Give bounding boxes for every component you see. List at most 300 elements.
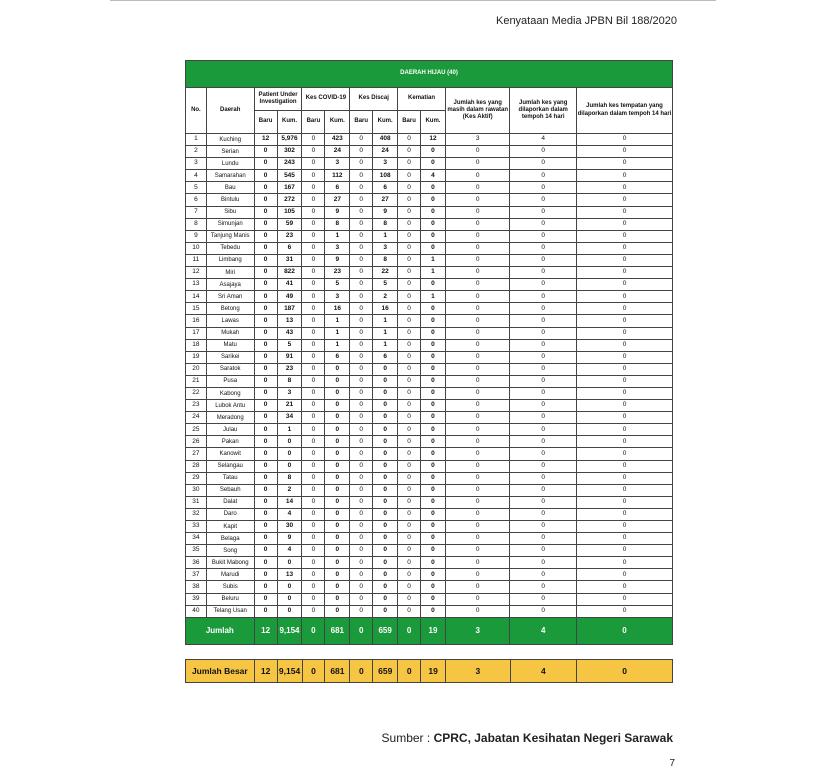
row-number: 3 — [186, 158, 207, 170]
jumlah-cell: 0 — [577, 617, 673, 644]
jumlah-row — [186, 617, 673, 644]
table-cell: 0 — [445, 375, 509, 387]
table-cell: 0 — [445, 170, 509, 182]
row-number: 33 — [186, 521, 207, 533]
district-name: Bintulu — [206, 194, 254, 206]
table-cell: 0 — [421, 242, 446, 254]
table-cell: 0 — [577, 158, 673, 170]
col-kes-aktif: Jumlah kes yang masih dalam rawatan (Kes Aktif) — [445, 88, 509, 134]
table-cell: 112 — [325, 170, 350, 182]
table-cell: 23 — [277, 230, 302, 242]
table-row — [186, 303, 673, 315]
table-cell: 0 — [373, 484, 398, 496]
row-number: 30 — [186, 484, 207, 496]
table-cell: 0 — [421, 460, 446, 472]
table-cell: 0 — [445, 387, 509, 399]
table-cell: 0 — [510, 315, 577, 327]
table-cell: 0 — [398, 303, 421, 315]
subcol-kum: Kum. — [277, 111, 302, 134]
jumlah-besar-cell: 12 — [254, 659, 277, 682]
district-name: Lundu — [206, 158, 254, 170]
table-cell: 0 — [398, 218, 421, 230]
table-cell: 0 — [350, 182, 373, 194]
table-cell: 0 — [254, 508, 277, 520]
table-row — [186, 218, 673, 230]
table-cell: 0 — [254, 581, 277, 593]
table-cell: 0 — [445, 158, 509, 170]
table-cell: 0 — [302, 545, 325, 557]
table-row — [186, 291, 673, 303]
table-cell: 0 — [577, 472, 673, 484]
table-cell: 0 — [302, 146, 325, 158]
table-cell: 0 — [577, 545, 673, 557]
table-cell: 0 — [577, 605, 673, 617]
table-row — [186, 400, 673, 412]
table-cell: 0 — [254, 158, 277, 170]
table-cell: 0 — [577, 363, 673, 375]
table-cell: 0 — [445, 521, 509, 533]
table-cell: 0 — [421, 400, 446, 412]
table-cell: 0 — [577, 218, 673, 230]
table-cell: 0 — [398, 351, 421, 363]
table-cell: 9 — [325, 254, 350, 266]
table-cell: 0 — [254, 436, 277, 448]
table-cell: 0 — [445, 472, 509, 484]
jumlah-label: Jumlah — [186, 617, 255, 644]
subcol-baru: Baru — [398, 111, 421, 134]
table-cell: 0 — [445, 424, 509, 436]
table-cell: 0 — [398, 496, 421, 508]
table-cell: 9 — [277, 533, 302, 545]
table-cell: 0 — [277, 448, 302, 460]
table-cell: 0 — [510, 400, 577, 412]
jumlah-cell: 0 — [350, 617, 373, 644]
table-cell: 1 — [325, 230, 350, 242]
table-cell: 6 — [325, 351, 350, 363]
table-row — [186, 134, 673, 146]
district-name: Kapit — [206, 521, 254, 533]
table-cell: 0 — [510, 460, 577, 472]
table-cell: 0 — [510, 448, 577, 460]
table-cell: 0 — [325, 593, 350, 605]
table-cell: 0 — [350, 448, 373, 460]
row-number: 18 — [186, 339, 207, 351]
table-cell: 0 — [277, 557, 302, 569]
table-cell: 0 — [510, 569, 577, 581]
table-cell: 0 — [350, 472, 373, 484]
row-number: 15 — [186, 303, 207, 315]
subcol-baru: Baru — [254, 111, 277, 134]
table-cell: 0 — [302, 436, 325, 448]
top-rule — [110, 0, 716, 1]
col-kematian: Kematian — [398, 88, 446, 111]
table-row — [186, 254, 673, 266]
jumlah-besar-label: Jumlah Besar — [186, 659, 255, 682]
table-cell: 105 — [277, 206, 302, 218]
jumlah-besar-cell: 9,154 — [277, 659, 302, 682]
district-name: Telang Usan — [206, 605, 254, 617]
table-cell: 0 — [373, 472, 398, 484]
table-row — [186, 230, 673, 242]
table-cell: 0 — [398, 412, 421, 424]
table-cell: 0 — [350, 218, 373, 230]
table-cell: 0 — [350, 242, 373, 254]
table-cell: 5 — [325, 279, 350, 291]
table-cell: 0 — [577, 230, 673, 242]
table-row — [186, 146, 673, 158]
table-cell: 0 — [398, 327, 421, 339]
table-cell: 0 — [302, 363, 325, 375]
table-cell: 0 — [398, 182, 421, 194]
table-cell: 0 — [421, 363, 446, 375]
table-cell: 0 — [421, 484, 446, 496]
row-number: 9 — [186, 230, 207, 242]
table-cell: 0 — [421, 387, 446, 399]
table-cell: 0 — [350, 605, 373, 617]
table-row — [186, 436, 673, 448]
table-cell: 0 — [445, 508, 509, 520]
table-cell: 13 — [277, 315, 302, 327]
table-cell: 0 — [350, 194, 373, 206]
table-cell: 0 — [373, 521, 398, 533]
district-name: Lubok Antu — [206, 400, 254, 412]
table-row — [186, 569, 673, 581]
district-name: Matu — [206, 339, 254, 351]
table-cell: 0 — [510, 545, 577, 557]
district-name: Asajaya — [206, 279, 254, 291]
district-name: Kabong — [206, 387, 254, 399]
table-cell: 0 — [302, 424, 325, 436]
jumlah-cell: 9,154 — [277, 617, 302, 644]
table-cell: 0 — [510, 472, 577, 484]
table-cell: 0 — [577, 521, 673, 533]
table-cell: 3 — [325, 291, 350, 303]
table-cell: 0 — [254, 460, 277, 472]
table-cell: 0 — [577, 387, 673, 399]
table-cell: 0 — [325, 521, 350, 533]
table-cell: 0 — [302, 327, 325, 339]
table-cell: 0 — [302, 496, 325, 508]
row-number: 25 — [186, 424, 207, 436]
table-cell: 0 — [302, 279, 325, 291]
table-cell: 0 — [254, 279, 277, 291]
table-cell: 0 — [445, 605, 509, 617]
table-cell: 91 — [277, 351, 302, 363]
table-cell: 0 — [325, 605, 350, 617]
table-cell: 0 — [398, 279, 421, 291]
table-row — [186, 472, 673, 484]
table-cell: 59 — [277, 218, 302, 230]
table-cell: 0 — [254, 146, 277, 158]
table-cell: 0 — [445, 339, 509, 351]
table-cell: 408 — [373, 134, 398, 146]
table-cell: 0 — [350, 569, 373, 581]
table-cell: 0 — [445, 545, 509, 557]
subcol-kum: Kum. — [421, 111, 446, 134]
table-cell: 0 — [398, 339, 421, 351]
table-cell: 0 — [350, 460, 373, 472]
table-cell: 0 — [421, 146, 446, 158]
table-cell: 0 — [577, 170, 673, 182]
table-cell: 0 — [510, 436, 577, 448]
table-cell: 0 — [398, 436, 421, 448]
district-name: Bukit Mabong — [206, 557, 254, 569]
table-cell: 0 — [398, 521, 421, 533]
table-cell: 0 — [254, 557, 277, 569]
table-cell: 1 — [373, 327, 398, 339]
table-cell: 0 — [302, 242, 325, 254]
jumlah-cell: 659 — [373, 617, 398, 644]
table-cell: 0 — [398, 134, 421, 146]
table-cell: 0 — [421, 581, 446, 593]
table-cell: 0 — [325, 448, 350, 460]
table-cell: 167 — [277, 182, 302, 194]
table-cell: 0 — [398, 557, 421, 569]
table-cell: 0 — [445, 400, 509, 412]
table-cell: 0 — [373, 569, 398, 581]
table-cell: 0 — [421, 375, 446, 387]
row-number: 20 — [186, 363, 207, 375]
table-cell: 0 — [325, 424, 350, 436]
jumlah-cell: 681 — [325, 617, 350, 644]
table-cell: 0 — [445, 254, 509, 266]
table-cell: 41 — [277, 279, 302, 291]
table-cell: 0 — [398, 315, 421, 327]
table-cell: 0 — [577, 448, 673, 460]
district-name: Miri — [206, 267, 254, 279]
row-number: 22 — [186, 387, 207, 399]
row-number: 32 — [186, 508, 207, 520]
table-cell: 22 — [373, 267, 398, 279]
col-dilaporkan: Jumlah kes yang dilaporkan dalam tempoh 14 hari — [510, 88, 577, 134]
table-cell: 0 — [398, 242, 421, 254]
table-row — [186, 412, 673, 424]
table-cell: 0 — [350, 291, 373, 303]
table-cell: 49 — [277, 291, 302, 303]
col-pui: Patient Under Investigation — [254, 88, 302, 111]
table-cell: 0 — [350, 267, 373, 279]
table-row — [186, 484, 673, 496]
table-cell: 30 — [277, 521, 302, 533]
district-name: Daro — [206, 508, 254, 520]
table-cell: 21 — [277, 400, 302, 412]
table-cell: 1 — [325, 327, 350, 339]
table-cell: 0 — [445, 484, 509, 496]
table-cell: 5 — [373, 279, 398, 291]
table-cell: 0 — [254, 170, 277, 182]
table-cell: 0 — [350, 170, 373, 182]
table-cell: 0 — [373, 387, 398, 399]
table-cell: 0 — [510, 230, 577, 242]
table-cell: 0 — [421, 158, 446, 170]
table-cell: 0 — [398, 158, 421, 170]
col-kes-discaj: Kes Discaj — [350, 88, 398, 111]
col-kes-covid: Kes COVID-19 — [302, 88, 350, 111]
table-row — [186, 242, 673, 254]
table-cell: 0 — [302, 448, 325, 460]
table-cell: 0 — [302, 303, 325, 315]
row-number: 38 — [186, 581, 207, 593]
table-cell: 4 — [510, 134, 577, 146]
table-cell: 0 — [325, 508, 350, 520]
jumlah-cell: 3 — [445, 617, 509, 644]
jumlah-besar-cell: 0 — [302, 659, 325, 682]
table-cell: 0 — [398, 170, 421, 182]
table-cell: 0 — [577, 593, 673, 605]
table-cell: 0 — [421, 315, 446, 327]
table-cell: 0 — [510, 218, 577, 230]
table-cell: 0 — [254, 533, 277, 545]
table-cell: 0 — [421, 533, 446, 545]
table-cell: 27 — [373, 194, 398, 206]
table-cell: 0 — [398, 146, 421, 158]
table-cell: 0 — [350, 351, 373, 363]
row-number: 1 — [186, 134, 207, 146]
table-row — [186, 182, 673, 194]
table-cell: 2 — [373, 291, 398, 303]
table-cell: 0 — [302, 533, 325, 545]
table-cell: 0 — [254, 351, 277, 363]
table-cell: 0 — [510, 254, 577, 266]
table-cell: 3 — [325, 158, 350, 170]
district-name: Bau — [206, 182, 254, 194]
table-cell: 0 — [373, 412, 398, 424]
table-cell: 3 — [373, 158, 398, 170]
table-cell: 0 — [510, 170, 577, 182]
table-cell: 0 — [254, 182, 277, 194]
col-tempatan: Jumlah kes tempatan yang dilaporkan dalam tempoh 14 hari — [577, 88, 673, 134]
table-cell: 0 — [510, 375, 577, 387]
table-cell: 0 — [577, 557, 673, 569]
table-cell: 0 — [445, 303, 509, 315]
table-cell: 0 — [373, 363, 398, 375]
table-cell: 0 — [510, 242, 577, 254]
table-cell: 0 — [254, 521, 277, 533]
jumlah-besar-cell: 0 — [398, 659, 421, 682]
table-row — [186, 158, 673, 170]
table-row — [186, 363, 673, 375]
table-cell: 0 — [421, 339, 446, 351]
table-cell: 0 — [510, 279, 577, 291]
table-cell: 0 — [254, 194, 277, 206]
table-cell: 0 — [510, 339, 577, 351]
table-cell: 6 — [325, 182, 350, 194]
table-cell: 0 — [302, 291, 325, 303]
table-cell: 24 — [373, 146, 398, 158]
table-cell: 0 — [445, 448, 509, 460]
table-cell: 0 — [350, 557, 373, 569]
table-row — [186, 557, 673, 569]
table-cell: 0 — [373, 400, 398, 412]
table-cell: 12 — [421, 134, 446, 146]
daerah-hijau-table — [185, 60, 673, 645]
table-cell: 0 — [350, 581, 373, 593]
table-container — [185, 60, 673, 683]
row-number: 14 — [186, 291, 207, 303]
source-note — [382, 731, 673, 745]
table-cell: 0 — [254, 472, 277, 484]
table-cell: 0 — [325, 569, 350, 581]
table-cell: 0 — [577, 279, 673, 291]
table-cell: 0 — [302, 254, 325, 266]
row-number: 21 — [186, 375, 207, 387]
table-cell: 243 — [277, 158, 302, 170]
table-cell: 0 — [325, 484, 350, 496]
row-number: 2 — [186, 146, 207, 158]
table-cell: 0 — [510, 593, 577, 605]
table-cell: 0 — [325, 400, 350, 412]
table-cell: 0 — [398, 194, 421, 206]
table-cell: 0 — [510, 557, 577, 569]
table-cell: 108 — [373, 170, 398, 182]
table-cell: 0 — [421, 605, 446, 617]
table-cell: 0 — [350, 387, 373, 399]
table-cell: 0 — [510, 521, 577, 533]
table-cell: 0 — [302, 230, 325, 242]
table-cell: 0 — [398, 267, 421, 279]
table-cell: 0 — [302, 387, 325, 399]
table-cell: 0 — [510, 303, 577, 315]
table-cell: 0 — [445, 267, 509, 279]
row-number: 17 — [186, 327, 207, 339]
table-cell: 0 — [398, 363, 421, 375]
table-cell: 0 — [445, 363, 509, 375]
table-cell: 0 — [510, 424, 577, 436]
district-name: Sri Aman — [206, 291, 254, 303]
table-row — [186, 508, 673, 520]
table-cell: 6 — [277, 242, 302, 254]
table-cell: 0 — [302, 339, 325, 351]
table-cell: 0 — [398, 508, 421, 520]
table-cell: 0 — [254, 254, 277, 266]
table-cell: 0 — [277, 605, 302, 617]
jumlah-cell: 0 — [398, 617, 421, 644]
table-cell: 34 — [277, 412, 302, 424]
jumlah-besar-cell: 681 — [325, 659, 350, 682]
table-row — [186, 460, 673, 472]
table-cell: 0 — [510, 581, 577, 593]
table-cell: 0 — [350, 158, 373, 170]
table-cell: 0 — [373, 436, 398, 448]
jumlah-besar-cell: 0 — [350, 659, 373, 682]
table-cell: 0 — [398, 206, 421, 218]
table-cell: 0 — [325, 375, 350, 387]
table-cell: 0 — [421, 412, 446, 424]
table-cell: 0 — [421, 496, 446, 508]
table-cell: 0 — [398, 387, 421, 399]
table-cell: 0 — [373, 605, 398, 617]
table-cell: 4 — [421, 170, 446, 182]
table-cell: 0 — [325, 460, 350, 472]
table-cell: 0 — [350, 593, 373, 605]
table-cell: 6 — [373, 351, 398, 363]
row-number: 40 — [186, 605, 207, 617]
table-cell: 0 — [577, 303, 673, 315]
district-name: Kanowit — [206, 448, 254, 460]
row-number: 5 — [186, 182, 207, 194]
district-name: Tebedu — [206, 242, 254, 254]
doc-reference: Kenyataan Media JPBN Bil 188/2020 — [495, 15, 677, 27]
table-cell: 5,976 — [277, 134, 302, 146]
table-cell: 0 — [398, 375, 421, 387]
table-cell: 1 — [373, 230, 398, 242]
table-cell: 0 — [325, 557, 350, 569]
table-cell: 0 — [577, 581, 673, 593]
table-cell: 0 — [510, 182, 577, 194]
table-cell: 0 — [445, 533, 509, 545]
table-cell: 0 — [302, 605, 325, 617]
jumlah-besar-row — [186, 659, 673, 682]
